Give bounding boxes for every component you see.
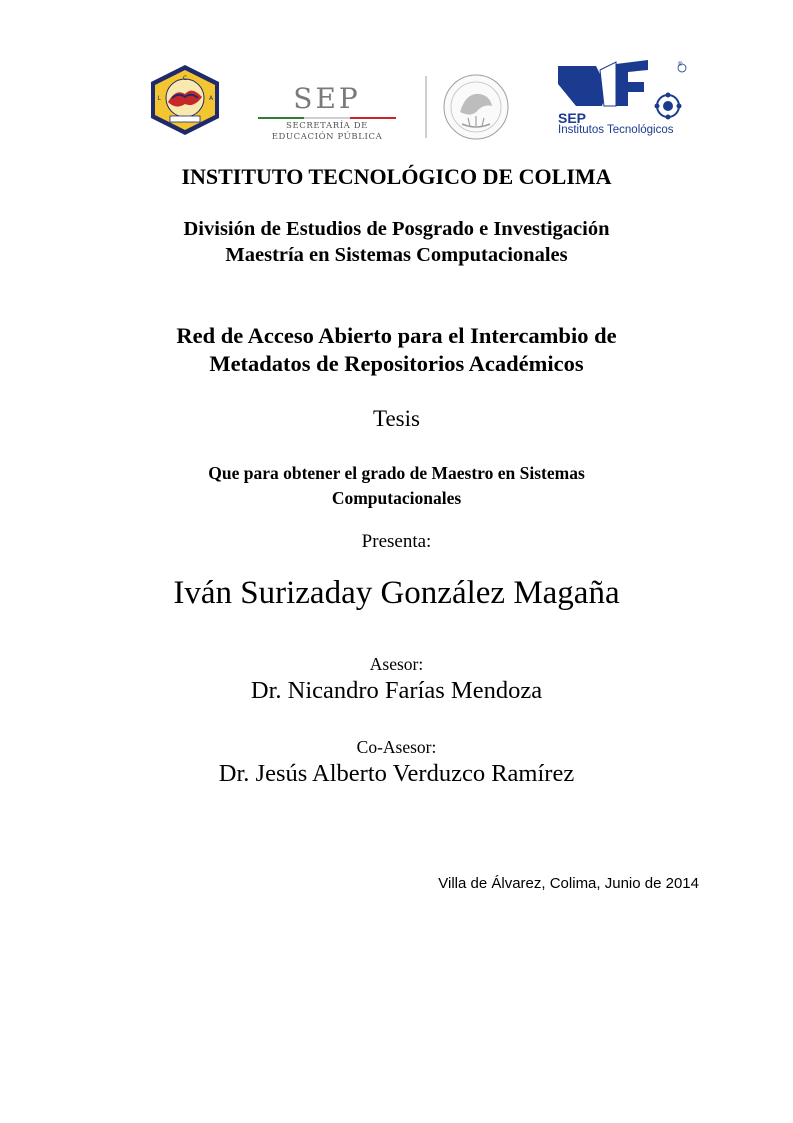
sep-subtitle-line2: EDUCACIÓN PÚBLICA [271, 132, 383, 142]
thesis-title-line1: Red de Acceso Abierto para el Intercambio de [176, 323, 617, 348]
coasesor-label: Co-Asesor: [356, 737, 437, 757]
asesor-label: Asesor: [369, 654, 424, 674]
division-block [0, 216, 793, 268]
document-type: Tesis [373, 406, 420, 431]
sep-subtitle-line1: SECRETARÍA DE [286, 121, 368, 131]
institution-title: INSTITUTO TECNOLÓGICO DE COLIMA [181, 164, 612, 189]
degree-purpose [0, 461, 793, 511]
tecnm-sep-label: SEP [558, 110, 587, 126]
itc-logo [146, 64, 224, 136]
svg-text:C: C [182, 75, 188, 82]
division-name: División de Estudios de Posgrado e Investigación [183, 218, 610, 240]
sep-tricolor-line [258, 117, 396, 119]
registered-mark: ® [678, 62, 683, 68]
author-name: Iván Surizaday González Magaña [173, 575, 620, 611]
thesis-title [0, 322, 793, 378]
degree-purpose-line1: Que para obtener el grado de Maestro en Sistemas [208, 463, 585, 483]
degree-purpose-line2: Computacionales [331, 488, 462, 508]
place-and-date: Villa de Álvarez, Colima, Junio de 2014 [438, 875, 699, 892]
svg-text:L: L [157, 95, 161, 102]
presenta-label: Presenta: [361, 531, 432, 552]
asesor-name: Dr. Nicandro Farías Mendoza [250, 677, 543, 704]
coasesor-name: Dr. Jesús Alberto Verduzco Ramírez [218, 760, 575, 787]
tecnm-institutos-label: Institutos Tecnológicos [558, 124, 674, 136]
escudo-nacional-logo [422, 70, 518, 142]
thesis-title-line2: Metadatos de Repositorios Académicos [209, 351, 584, 376]
sep-logo [254, 84, 400, 144]
institutos-tecnologicos-logo [556, 60, 692, 140]
program-name: Maestría en Sistemas Computacionales [225, 244, 568, 266]
svg-text:A: A [208, 95, 214, 102]
sep-wordmark: SEP [293, 82, 361, 115]
